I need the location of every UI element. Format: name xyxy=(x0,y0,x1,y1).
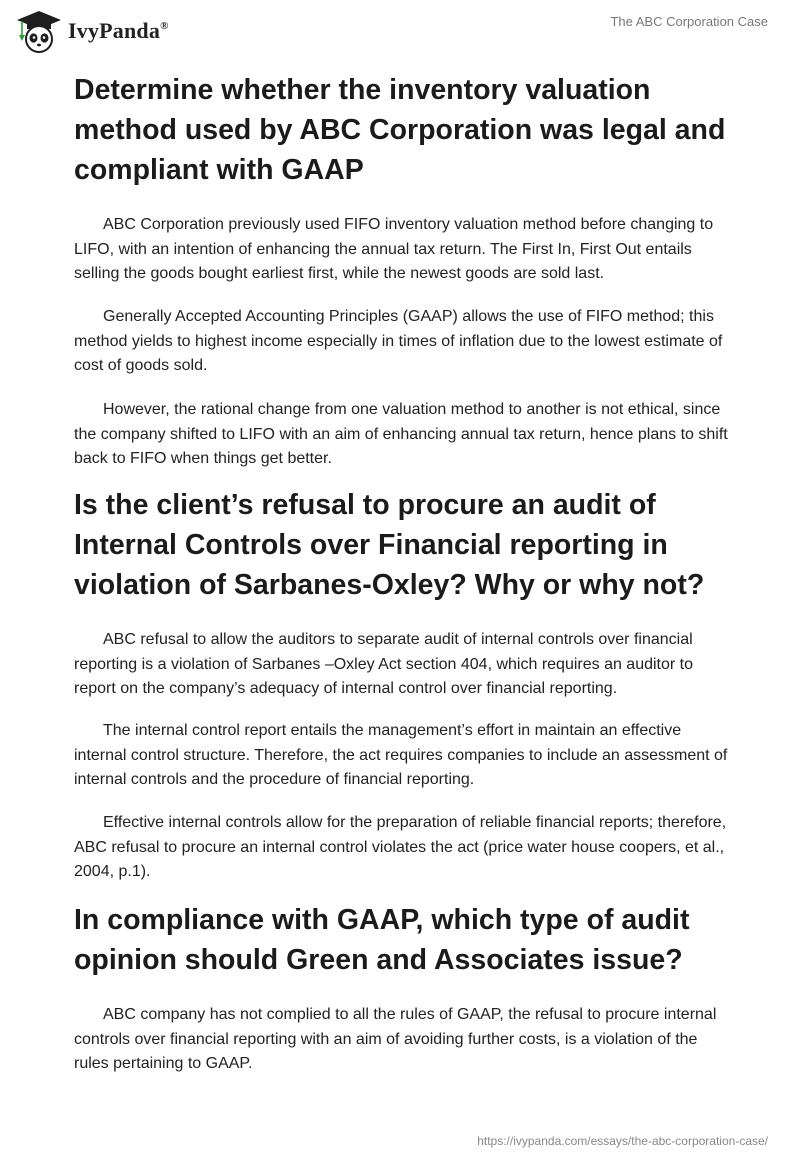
paragraph: ABC company has not complied to all the rules of GAAP, the refusal to procure internal controls over financial reporting with an aim of avoiding further costs, is a violation of the rules pertaining to GAAP. xyxy=(74,1006,717,1072)
paragraph: ABC refusal to allow the auditors to separate audit of internal controls over financial reporting is a violation of Sarbanes –Oxley Act section 404, which requires an auditor to report on the company’s adequacy of internal control over financial reporting. xyxy=(74,631,694,697)
logo[interactable] xyxy=(14,8,169,54)
paragraph: Generally Accepted Accounting Principles (GAAP) allows the use of FIFO method; this method yields to highest income especially in times of inflation due to the lowest estimate of cost of goods sold. xyxy=(74,308,723,374)
section-heading: Is the client’s refusal to procure an audit of Internal Controls over Financial reporting in violation of Sarbanes-Oxley? Why or why not? xyxy=(74,489,705,601)
section-heading: Determine whether the inventory valuation method used by ABC Corporation was legal and compliant with GAAP xyxy=(74,74,726,186)
brand-name: IvyPanda® xyxy=(68,18,169,43)
paragraph: The internal control report entails the management’s effort in maintain an effective internal control structure. Therefore, the act requires companies to include an assessment of internal controls and the procedure of financial reporting. xyxy=(74,722,728,788)
document-title: The ABC Corporation Case xyxy=(610,14,768,29)
paragraph: Effective internal controls allow for the preparation of reliable financial reports; therefore, ABC refusal to procure an internal control violates the act (price water house coopers, et al., 2004, p.1). xyxy=(74,814,727,880)
paragraph: However, the rational change from one valuation method to another is not ethical, since the company shifted to LIFO with an aim of enhancing annual tax return, hence plans to shift back to FIFO when things get better. xyxy=(74,401,728,467)
source-url[interactable]: https://ivypanda.com/essays/the-abc-corporation-case/ xyxy=(477,1134,768,1148)
section-heading: In compliance with GAAP, which type of audit opinion should Green and Associates issue? xyxy=(74,904,690,976)
header xyxy=(0,0,800,64)
panda-graduate-icon xyxy=(14,8,64,54)
paragraph: ABC Corporation previously used FIFO inventory valuation method before changing to LIFO, with an intention of enhancing the annual tax return. The First In, First Out entails selling the goods bought earliest first, while the newest goods are sold last. xyxy=(74,216,714,282)
